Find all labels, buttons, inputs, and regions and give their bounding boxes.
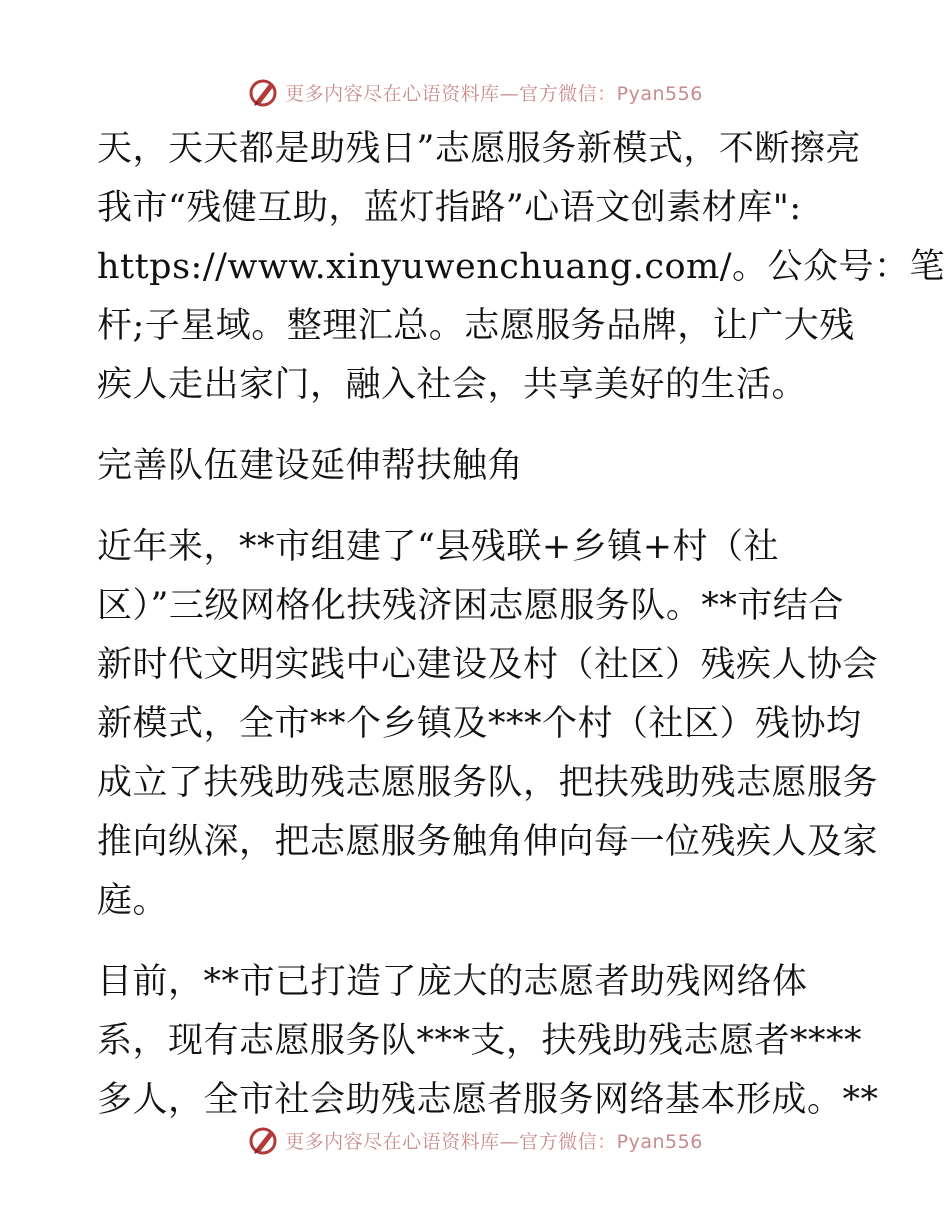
paragraph-2 (97, 518, 879, 931)
wechat-id: Pyan556 (616, 82, 703, 105)
text-line: 系，现有志愿服务队***支，扶残助残志愿者**** (97, 1021, 863, 1061)
banner-text: 更多内容尽在心语资料库—官方微信：Pyan556 (285, 1130, 703, 1153)
heading-line: 完善队伍建设延伸帮扶触角 (97, 446, 524, 486)
text-line: 天，天天都是助残日”志愿服务新模式，不断擦亮 (97, 129, 861, 169)
text-line: 目前，**市已打造了庞大的志愿者助残网络体 (97, 962, 808, 1002)
text-line: 多人，全市社会助残志愿者服务网络基本形成。** (97, 1080, 879, 1120)
wechat-id: Pyan556 (616, 1130, 703, 1153)
text-line: 区）”三级网格化扶残济困志愿服务队。**市结合 (97, 586, 844, 626)
text-line: 新模式，全市**个乡镇及***个村（社区）残协均 (97, 704, 862, 744)
text-line: 近年来，**市组建了“县残联+乡镇+村（社 (97, 527, 780, 567)
banner-text: 更多内容尽在心语资料库—官方微信：Pyan556 (285, 82, 703, 105)
text-line: 杆;子星域。整理汇总。志愿服务品牌，让广大残 (97, 306, 855, 346)
text-line: https://www.xinyuwenchuang.com/。公众号：笔 (97, 247, 946, 287)
text-line: 我市“残健互助，蓝灯指路”心语文创素材库": (97, 188, 802, 228)
pen-logo-icon (247, 1124, 279, 1156)
text-line: 庭。 (97, 881, 169, 921)
pen-logo-icon (247, 76, 279, 108)
text-line: 疾人走出家门，融入社会，共享美好的生活。 (97, 365, 808, 405)
text-line: 新时代文明实践中心建设及村（社区）残疾人协会 (97, 645, 879, 685)
footer-watermark-banner (0, 1120, 950, 1160)
section-heading (97, 437, 857, 496)
text-line: 成立了扶残助残志愿服务队，把扶残助残志愿服务 (97, 763, 879, 803)
document-body (97, 120, 946, 1152)
header-watermark-banner (0, 72, 950, 112)
paragraph-1 (97, 120, 946, 415)
text-line: 推向纵深，把志愿服务触角伸向每一位残疾人及家 (97, 822, 879, 862)
paragraph-3 (97, 953, 879, 1130)
